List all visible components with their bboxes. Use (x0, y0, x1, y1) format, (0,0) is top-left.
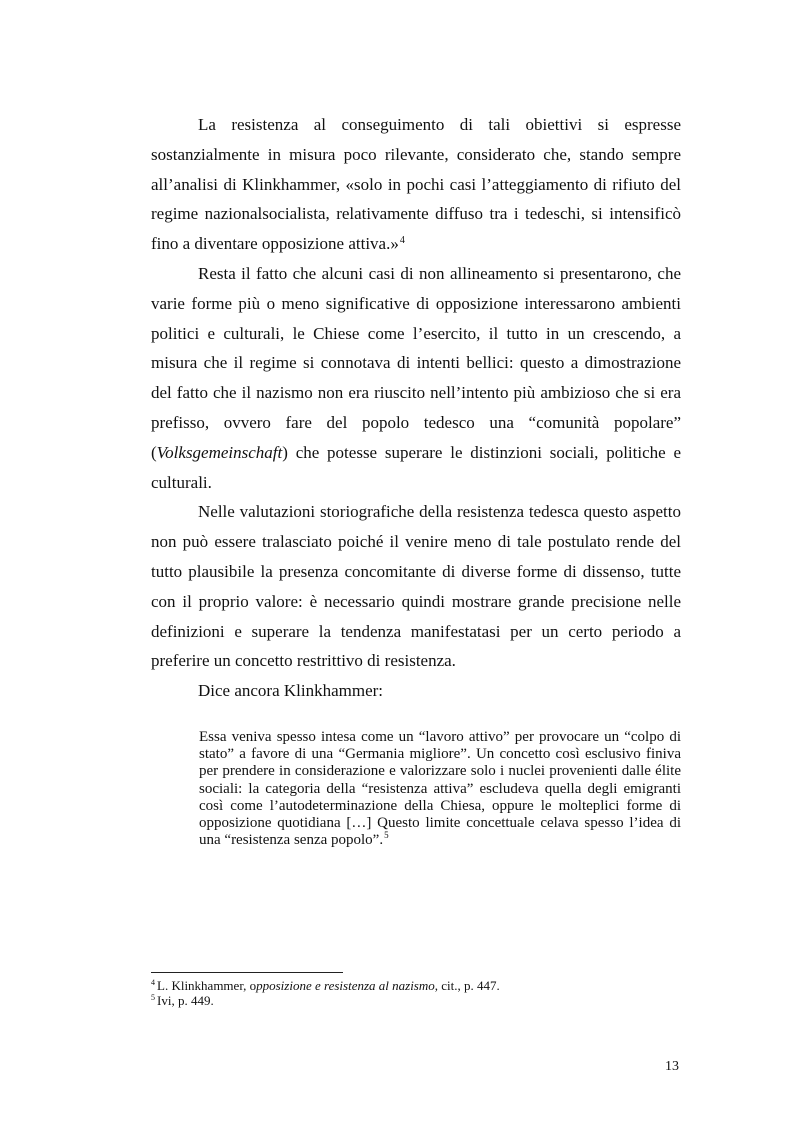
footnote-separator (151, 972, 343, 973)
paragraph-1-text: La resistenza al conseguimento di tali obiettivi si espresse sostanzialmente in misura poco rilevante, considerato che, stando sempre all’analisi di Klinkhammer, «solo in pochi casi l’atteggiamento di rifiuto del regime nazionalsocialista, relativamente diffuso tra i tedeschi, si intensificò fino a diventare opposizione attiva.» (151, 115, 681, 254)
paragraph-3-text: Nelle valutazioni storiografiche della resistenza tedesca questo aspetto non può essere tralasciato poiché il venire meno di tale postulato rende del tutto plausibile la presenza concomitante di diverse forme di dissenso, tutte con il proprio valore: è necessario quindi mostrare grande precisione nelle definizioni e superare la tendenza manifestatasi per un certo periodo a preferire un concetto restrittivo di resistenza. (151, 502, 681, 671)
footnote-5 (151, 993, 681, 1008)
paragraph-2 (151, 259, 681, 497)
footnote-4-title: pposizione e resistenza al nazismo (256, 978, 435, 993)
paragraph-2-text-end: ) che potesse superare le distinzioni sociali, politiche e culturali. (151, 442, 681, 492)
page-number: 13 (665, 1059, 679, 1074)
footnote-5-text: Ivi, p. 449. (157, 993, 214, 1008)
footnote-ref-5: 5 (384, 830, 389, 841)
paragraph-4 (151, 676, 681, 706)
paragraph-2-italic-term: Volksgemeinschaft (156, 442, 283, 462)
main-text (151, 110, 681, 706)
block-quote-text: Essa veniva spesso intesa come un “lavoro attivo” per provocare un “colpo di stato” a favore di una “Germania migliore”. Un concetto così esclusivo finiva per prendere in considerazione e valorizzare solo i nuclei provenienti dalle élite sociali: la categoria della “resistenza attiva” escludeva quella degli emigranti così come l’autodeterminazione della Chiesa, oppure le molteplici forme di opposizione quotidiana […] Questo limite concettuale celava spesso l’idea di una “resistenza senza popolo”. (199, 729, 681, 849)
footnote-4-number: 4 (151, 977, 155, 987)
footnote-4 (151, 978, 681, 993)
footnote-4-suffix: , cit., p. 447. (434, 978, 500, 993)
footnote-5-number: 5 (151, 992, 155, 1002)
block-quote (199, 729, 681, 849)
footnote-ref-4: 4 (399, 234, 405, 246)
footnote-4-prefix: L. Klinkhammer, o (157, 978, 257, 993)
paragraph-2-text-start: Resta il fatto che alcuni casi di non allineamento si presentarono, che varie forme più o meno significative di opposizione interessarono ambienti politici e culturali, le Chiese come l’esercito, il tutto in un crescendo, a misura che il regime si connotava di intenti bellici: questo a dimostrazione del fatto che il nazismo non era riuscito nell’intento più ambizioso che si era prefisso, ovvero fare del popolo tedesco una “comunità popolare” ( (151, 263, 681, 462)
paragraph-1 (151, 110, 681, 259)
paragraph-3 (151, 497, 681, 676)
paragraph-4-text: Dice ancora Klinkhammer: (198, 681, 384, 701)
footnotes (151, 978, 681, 1008)
